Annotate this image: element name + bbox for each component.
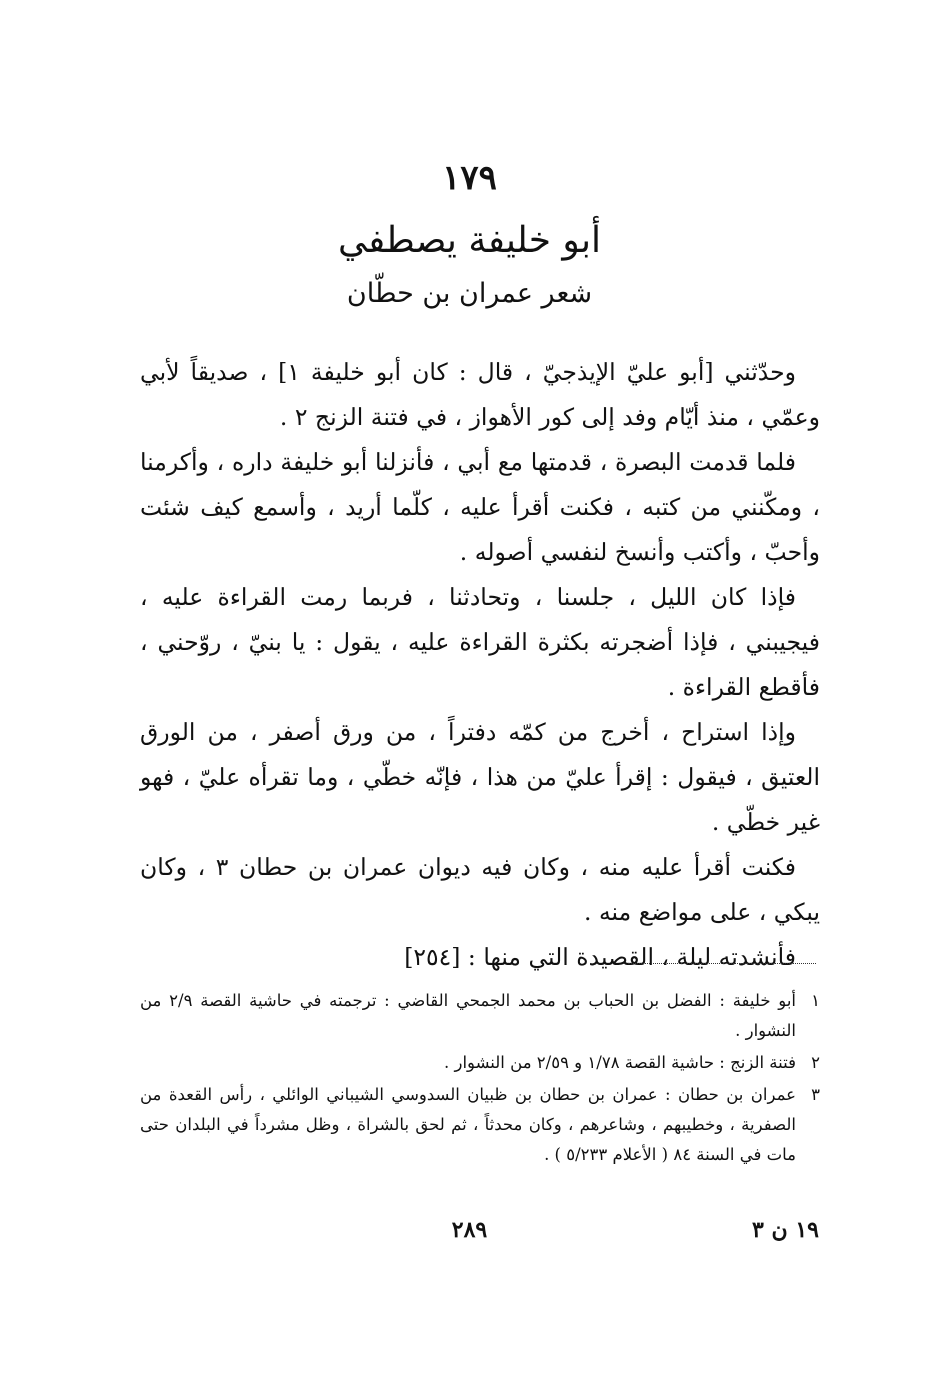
footnote-number: ٢ [811,1053,820,1072]
paragraph: وحدّثني [أبو عليّ الإيذجيّ ، قال : كان أبو خليفة ١] ، صديقاً لأبي وعمّي ، منذ أيّام وفد إلى كور الأهواز ، في فتنة الزنج ٢ . [140,358,820,431]
story-subtitle: شعر عمران بن حطّان [346,278,593,309]
footnote [140,1080,820,1170]
story-title: أبو خليفة يصطفي [337,220,602,261]
page-footer [0,1212,939,1252]
paragraph: فكنت أقرأ عليه منه ، وكان فيه ديوان عمران بن حطان ٣ ، وكان يبكي ، على مواضع منه . [140,853,820,926]
story-number: ١٧٩ [442,158,497,198]
footnote [140,1048,820,1078]
main-text [140,350,820,980]
printer-signature: ١٩ ن ٣ [752,1217,819,1243]
footnote-text: فتنة الزنج : حاشية القصة ١/٧٨ و ٢/٥٩ من النشوار . [444,1053,796,1072]
page-number: ٢٨٩ [451,1217,488,1243]
footnote-text: أبو خليفة : الفضل بن الحباب بن محمد الجمحي القاضي : ترجمته في حاشية القصة ٢/٩ من النشوار . [140,991,796,1040]
footnote-number: ١ [811,991,820,1010]
footnote-separator [628,963,816,964]
paragraph: فإذا كان الليل ، جلسنا ، وتحادثنا ، فربما رمت القراءة عليه ، فيجيبني ، فإذا أضجرته بكثرة القراءة عليه ، يقول : يا بنيّ ، روّحني ، فأقطع القراءة . [140,583,820,701]
footnotes [140,986,820,1172]
footnote [140,986,820,1046]
footnote-text: عمران بن حطان : عمران بن حطان بن ظبيان السدوسي الشيباني الوائلي ، رأس القعدة من الصفرية ، وخطيبهم ، وشاعرهم ، وكان محدثاً ، ثم لحق بالشراة ، وظل مشرداً في البلدان حتى مات في السنة ٨٤ ( الأعلام ٥/٢٣٣ ) . [140,1085,796,1164]
paragraph: فأنشدته ليلة ، القصيدة التي منها : [٢٥٤] [404,943,796,971]
footnote-number: ٣ [811,1085,820,1104]
paragraph: وإذا استراح ، أخرج من كمّه دفتراً ، من ورق أصفر ، من الورق العتيق ، فيقول : إقرأ عليّ من هذا ، فإنّه خطّي ، وما تقرأه عليّ ، فهو غير خطّي . [140,718,820,836]
paragraph: فلما قدمت البصرة ، قدمتها مع أبي ، فأنزلنا أبو خليفة داره ، وأكرمنا ، ومكّنني من كتبه ، فكنت أقرأ عليه ، كلّما أريد ، وأسمع كيف شئت وأحبّ ، وأكتب وأنسخ لنفسي أصوله . [140,448,820,566]
